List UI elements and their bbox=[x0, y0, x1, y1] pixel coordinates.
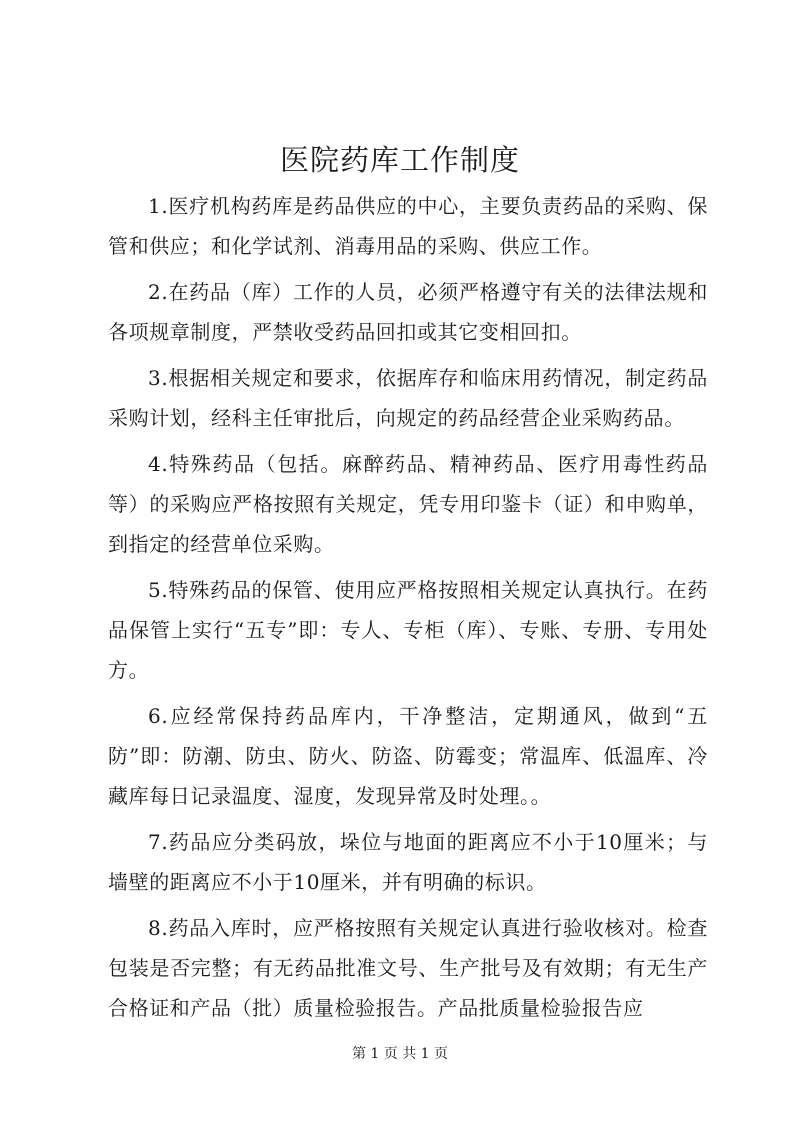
document-body bbox=[108, 186, 708, 1028]
paragraph-6: 6.应经常保持药品库内，干净整洁，定期通风，做到“五防”即：防潮、防虫、防火、防盗、防霉变；常温库、低温库、冷藏库每日记录温度、湿度，发现异常及时处理。。 bbox=[108, 704, 708, 808]
paragraph-3: 3.根据相关规定和要求，依据库存和临床用药情况，制定药品采购计划，经科主任审批后，向规定的药品经营企业采购药品。 bbox=[108, 366, 708, 430]
page-footer: 第 1 页 共 1 页 bbox=[351, 1046, 449, 1062]
paragraph-7: 7.药品应分类码放，垛位与地面的距离应不小于10厘米；与墙壁的距离应不小于10厘米，并有明确的标识。 bbox=[108, 830, 708, 894]
paragraph-1: 1.医疗机构药库是药品供应的中心，主要负责药品的采购、保管和供应；和化学试剂、消毒用品的采购、供应工作。 bbox=[108, 194, 708, 258]
paragraph-8: 8.药品入库时，应严格按照有关规定认真进行验收核对。检查包装是否完整；有无药品批准文号、生产批号及有效期；有无生产合格证和产品（批）质量检验报告。产品批质量检验报告应 bbox=[108, 916, 708, 1020]
paragraph-4: 4.特殊药品（包括。麻醉药品、精神药品、医疗用毒性药品等）的采购应严格按照有关规定，凭专用印鉴卡（证）和申购单，到指定的经营单位采购。 bbox=[108, 452, 708, 556]
paragraph-5: 5.特殊药品的保管、使用应严格按照相关规定认真执行。在药品保管上实行“五专”即：专人、专柜（库）、专账、专册、专用处方。 bbox=[108, 578, 708, 682]
paragraph-2: 2.在药品（库）工作的人员，必须严格遵守有关的法律法规和各项规章制度，严禁收受药品回扣或其它变相回扣。 bbox=[108, 280, 708, 344]
document-title: 医院药库工作制度 bbox=[279, 143, 520, 177]
